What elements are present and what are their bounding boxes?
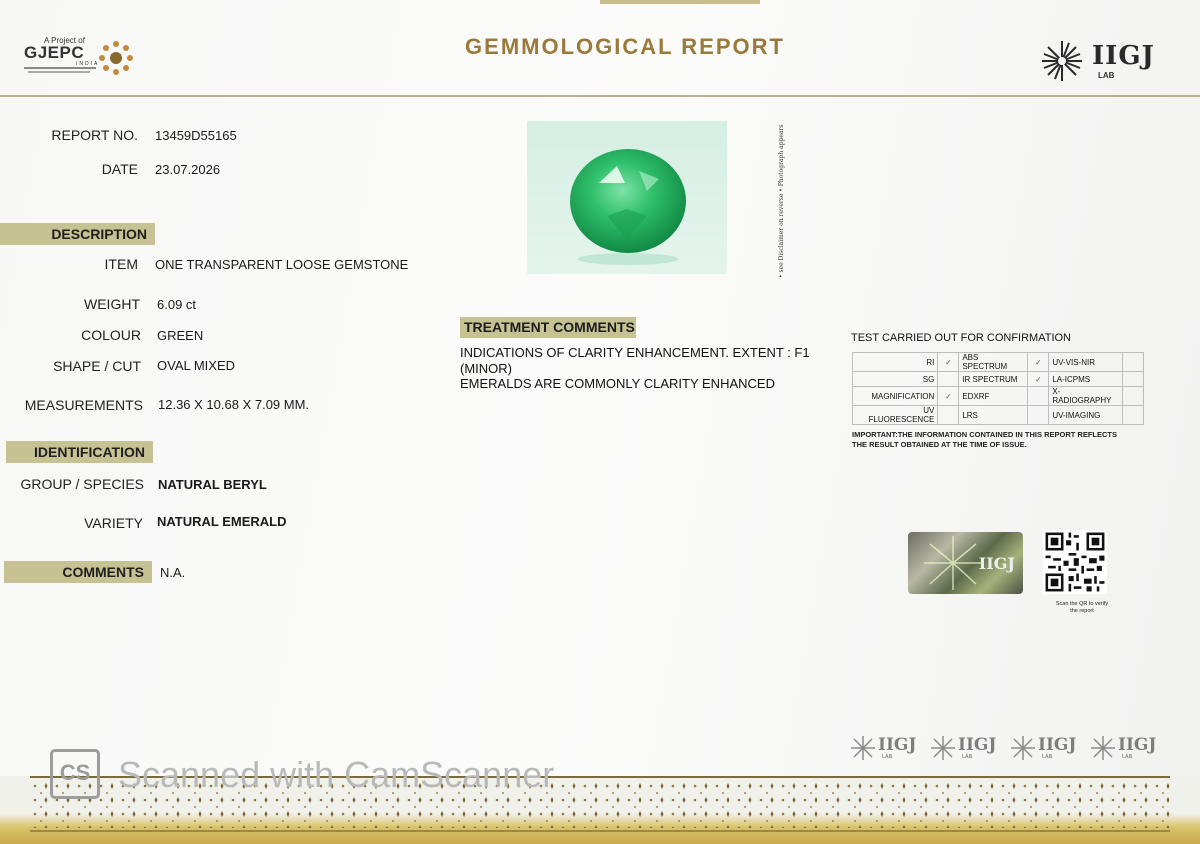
test-cell: LA-ICPMS [1049,372,1123,387]
check-icon: ✓ [938,353,959,372]
group-species-value: NATURAL BERYL [158,477,267,492]
test-cell: RI [853,353,938,372]
gjepc-emblem-icon [96,40,136,76]
check-icon: ✓ [1028,353,1049,372]
treatment-comments-header: TREATMENT COMMENTS [460,317,636,338]
iigj-star-icon [1090,735,1116,761]
description-section-header: DESCRIPTION [0,223,155,245]
empty-check-cell [1123,406,1144,425]
iigj-lab-label: LAB [1098,71,1115,80]
top-strip [600,0,760,4]
variety-value: NATURAL EMERALD [157,514,287,529]
test-cell: EDXRF [959,387,1028,406]
weight-label: WEIGHT [84,296,140,312]
footer-logo-word: IIGJ [878,735,917,755]
footer-logo-sub: LAB [1042,754,1053,760]
gjepc-subline [24,67,96,69]
test-cell: UV FLUORESCENCE [853,406,938,425]
gemstone-photo [527,121,727,274]
iigj-wordmark: IIGJ [1092,41,1155,71]
test-cell: LRS [959,406,1028,425]
check-icon [938,372,959,387]
group-species-label: GROUP / SPECIES [20,476,144,492]
qr-caption: Scan the QR to verify the report [1055,601,1109,614]
check-icon [1028,406,1049,425]
iigj-star-icon [1010,735,1036,761]
footer-iigj-logo [1010,733,1085,763]
footer-logo-word: IIGJ [1118,735,1157,755]
iigj-star-icon [930,735,956,761]
test-cell: SG [853,372,938,387]
footer-logos [850,733,1170,765]
footer-logo-word: IIGJ [958,735,997,755]
check-icon [1028,387,1049,406]
iigj-star-icon [850,735,876,761]
shape-value: OVAL MIXED [157,358,236,373]
gjepc-subline-2 [28,71,90,73]
check-icon: ✓ [1028,372,1049,387]
iigj-star-icon [1038,37,1086,85]
report-no-label: REPORT NO. [51,127,138,143]
treatment-line-3: EMERALDS ARE COMMONLY CLARITY ENHANCED [460,376,775,391]
check-icon: ✓ [938,387,959,406]
footer-iigj-logo [850,733,925,763]
identification-section-header: IDENTIFICATION [6,441,153,463]
footer-logo-sub: LAB [962,754,973,760]
empty-check-cell [1123,372,1144,387]
photo-disclaimer: • see Disclaimer on reverse • Photograph appears [778,124,785,278]
colour-value: GREEN [157,328,204,343]
test-cell: MAGNIFICATION [853,387,938,406]
shape-label: SHAPE / CUT [53,358,141,374]
footer-logo-sub: LAB [1122,754,1133,760]
hologram-text: IIGJ [978,554,1015,573]
gjepc-country: INDIA [76,61,100,67]
qr-code[interactable] [1043,530,1107,594]
footer-logo-word: IIGJ [1038,735,1077,755]
empty-check-cell [1123,353,1144,372]
test-cell: UV-IMAGING [1049,406,1123,425]
test-cell: IR SPECTRUM [959,372,1028,387]
treatment-line-2: (MINOR) [460,361,512,376]
comments-section-header: COMMENTS [4,561,152,583]
table-row [853,387,1144,406]
colour-label: COLOUR [81,327,141,343]
camscanner-watermark: Scanned with CamScanner [118,754,555,795]
test-cell: X-RADIOGRAPHY [1049,387,1123,406]
item-value: ONE TRANSPARENT LOOSE GEMSTONE [155,257,409,272]
report-no-value: 13459D55165 [155,128,237,143]
treatment-line-1: INDICATIONS OF CLARITY ENHANCEMENT. EXTENT : F1 [460,345,810,360]
footer-iigj-logo [930,733,1005,763]
camscanner-icon: CS [50,749,100,799]
comments-value: N.A. [160,565,186,580]
test-cell: UV-VIS-NIR [1049,353,1123,372]
gjepc-name: GJEPC [24,43,85,62]
emerald-gem-image [527,121,727,274]
empty-check-cell [1123,387,1144,406]
weight-value: 6.09 ct [157,297,197,312]
gjepc-logo [24,36,139,80]
date-label: DATE [101,161,138,177]
table-row [853,353,1144,372]
tests-table [852,352,1144,425]
hologram [908,532,1023,594]
date-value: 23.07.2026 [155,162,221,177]
report-title: GEMMOLOGICAL REPORT [465,34,785,59]
check-icon [938,406,959,425]
header-divider [0,95,1200,97]
item-label: ITEM [104,256,138,272]
measurements-label: MEASUREMENTS [24,397,143,413]
footer-iigj-logo [1090,733,1165,763]
important-notice: IMPORTANT:THE INFORMATION CONTAINED IN THIS REPORT REFLECTS THE RESULT OBTAINED AT THE TIME OF ISSUE. [852,430,1117,449]
test-cell: ABS SPECTRUM [959,353,1028,372]
footer-logo-sub: LAB [882,754,893,760]
table-row [853,406,1144,425]
tests-title: TEST CARRIED OUT FOR CONFIRMATION [851,332,1072,344]
measurements-value: 12.36 X 10.68 X 7.09 MM. [158,397,310,412]
iigj-lab-logo [1038,35,1168,85]
border-line-bottom [30,830,1170,832]
gjepc-project-text: A Project of [44,36,85,45]
variety-label: VARIETY [84,515,143,531]
table-row [853,372,1144,387]
hologram-star-icon [918,532,988,594]
